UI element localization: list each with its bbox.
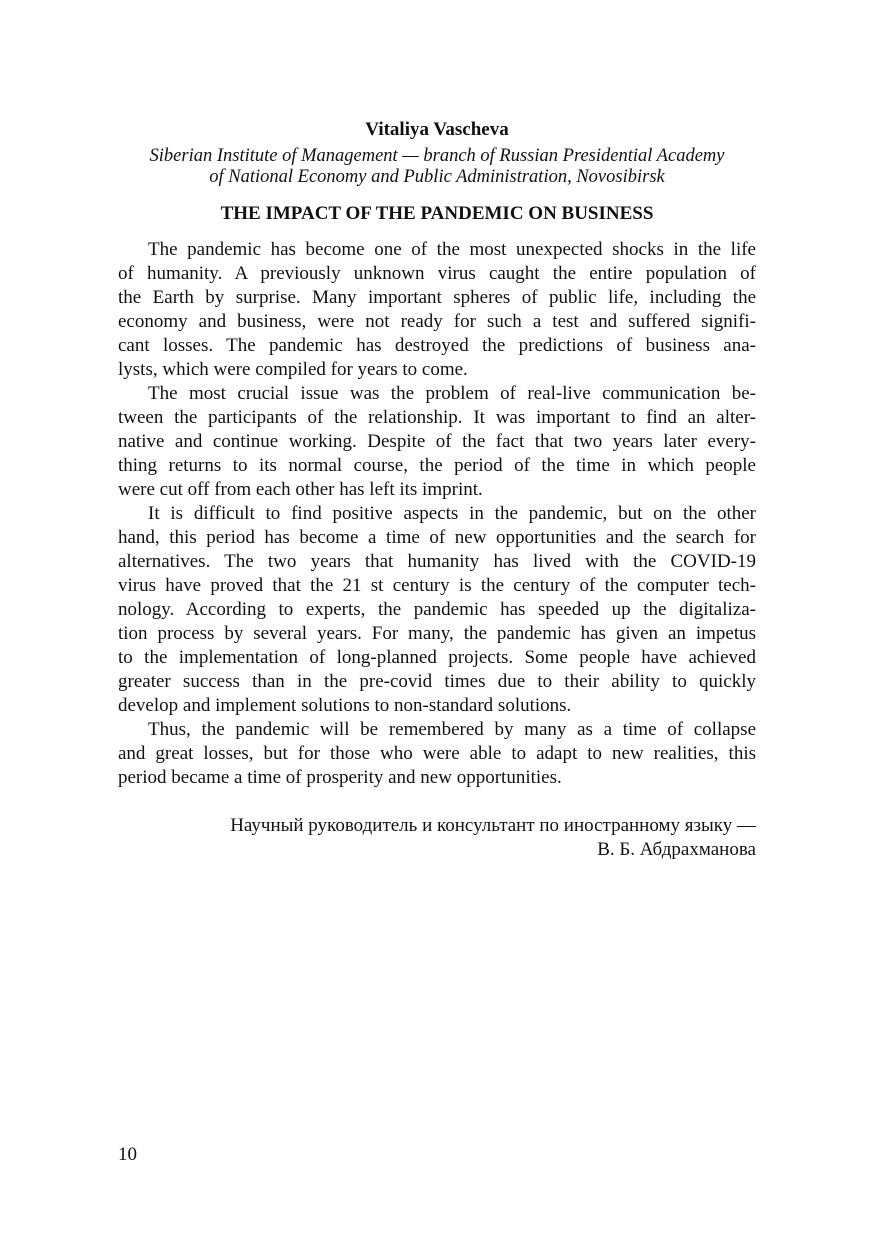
text-line: and great losses, but for those who were able to adapt to new realities, this <box>118 743 756 764</box>
affiliation-line: Siberian Institute of Management — branch of Russian Presidential Academy <box>149 146 725 166</box>
paragraph <box>118 502 756 718</box>
text-line: native and continue working. Despite of the fact that two years later every- <box>118 431 756 452</box>
text-line: the Earth by surprise. Many important spheres of public life, including the <box>118 287 756 308</box>
author-name: Vitaliya Vascheva <box>365 119 509 140</box>
text-line: develop and implement solutions to non-standard solutions. <box>118 695 572 716</box>
text-line: economy and business, were not ready for such a test and suffered signifi- <box>118 311 756 332</box>
text-line: Thus, the pandemic will be remembered by many as a time of collapse <box>148 719 756 740</box>
paragraph <box>118 238 756 382</box>
text-line: lysts, which were compiled for years to come. <box>118 359 468 380</box>
text-line: virus have proved that the 21 st century is the century of the computer tech- <box>118 575 756 596</box>
text-line: to the implementation of long-planned projects. Some people have achieved <box>118 647 756 668</box>
text-line: It is difficult to find positive aspects in the pandemic, but on the other <box>148 503 756 524</box>
article-body <box>118 238 756 790</box>
signature <box>118 814 756 862</box>
text-line: were cut off from each other has left its imprint. <box>118 479 483 500</box>
signature-name: В. Б. Абдрахманова <box>597 839 756 860</box>
paragraph <box>118 382 756 502</box>
affiliation <box>118 146 756 188</box>
article-title: THE IMPACT OF THE PANDEMIC ON BUSINESS <box>220 203 654 224</box>
signature-line: Научный руководитель и консультант по иностранному языку — <box>230 815 756 836</box>
text-line: alternatives. The two years that humanity has lived with the COVID-19 <box>118 551 756 572</box>
text-line: of humanity. A previously unknown virus caught the entire population of <box>118 263 756 284</box>
text-line: The pandemic has become one of the most unexpected shocks in the life <box>148 239 756 260</box>
paragraph <box>118 718 756 790</box>
text-line: period became a time of prosperity and new opportunities. <box>118 767 562 788</box>
text-line: tion process by several years. For many, the pandemic has given an impetus <box>118 623 756 644</box>
text-line: tween the participants of the relationship. It was important to find an alter- <box>118 407 756 428</box>
page-number: 10 <box>118 1144 137 1165</box>
text-line: The most crucial issue was the problem of real-live communication be- <box>148 383 756 404</box>
text-line: greater success than in the pre-covid times due to their ability to quickly <box>118 671 756 692</box>
text-line: cant losses. The pandemic has destroyed the predictions of business ana- <box>118 335 756 356</box>
text-line: thing returns to its normal course, the period of the time in which people <box>118 455 756 476</box>
text-line: nology. According to experts, the pandemic has speeded up the digitaliza- <box>118 599 756 620</box>
affiliation-line: of National Economy and Public Administration, Novosibirsk <box>209 167 665 187</box>
text-line: hand, this period has become a time of new opportunities and the search for <box>118 527 756 548</box>
